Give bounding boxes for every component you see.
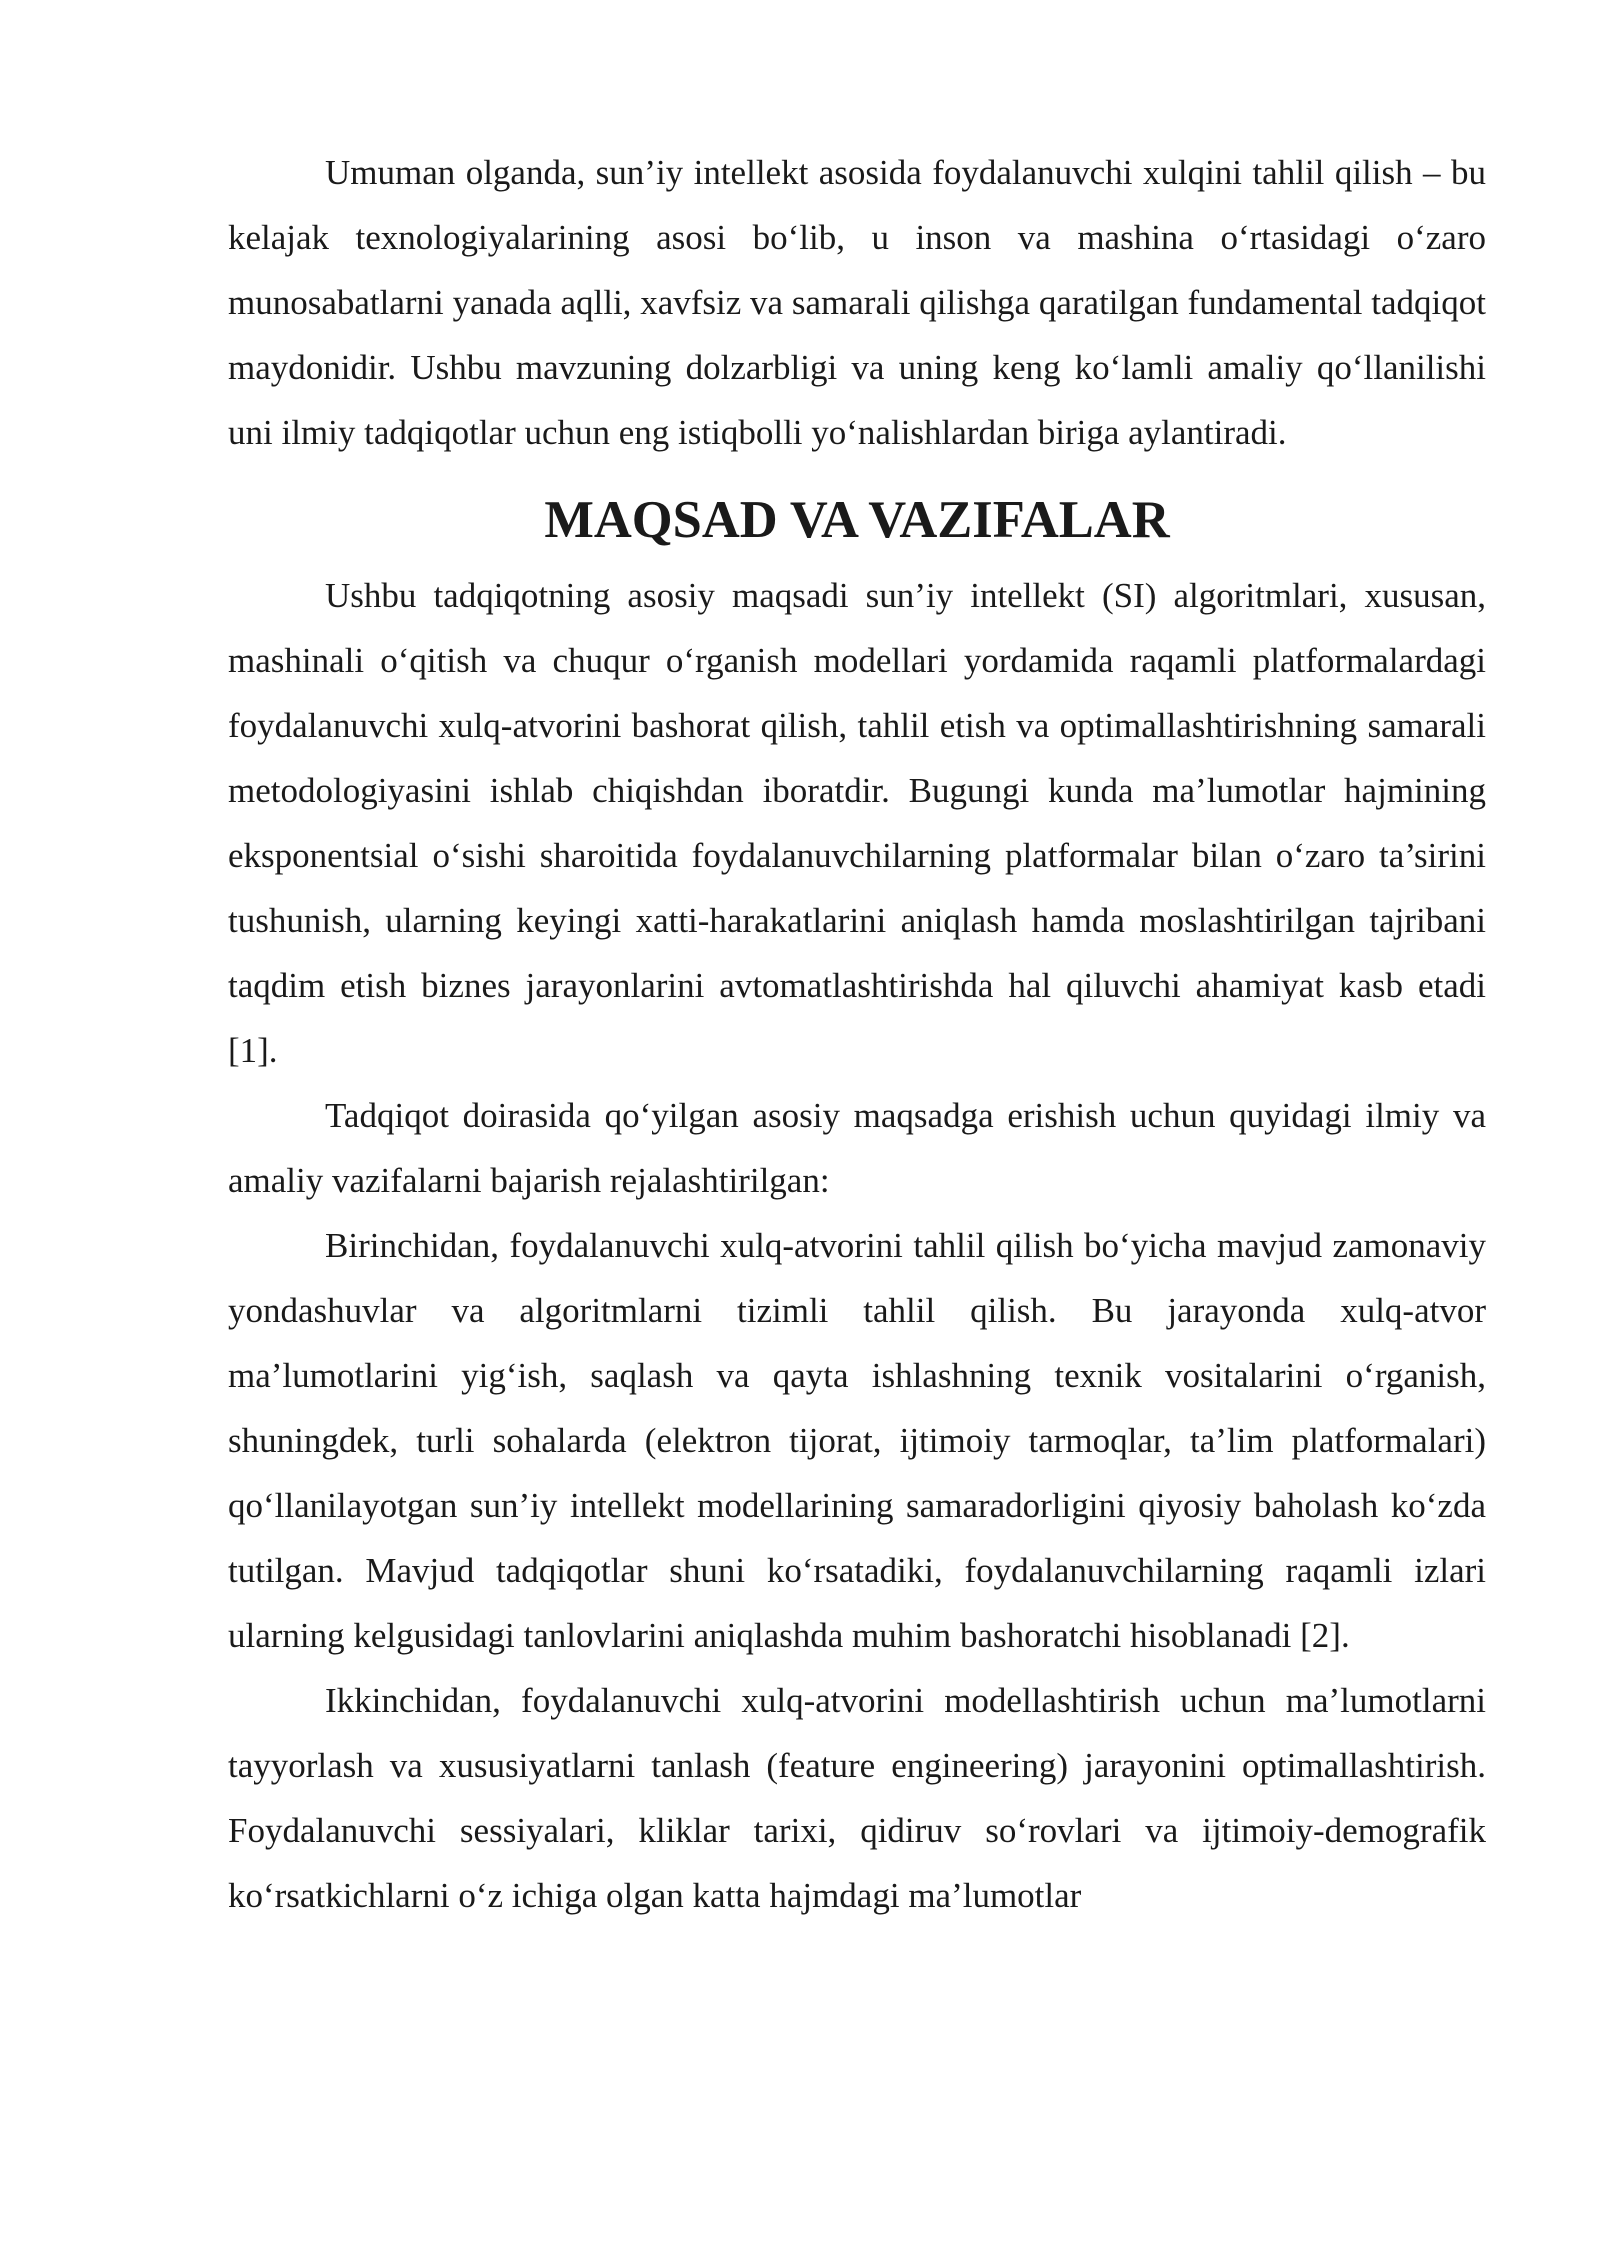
body-paragraph-second-task: Ikkinchidan, foydalanuvchi xulq-atvorini modellashtirish uchun ma’lumotlarni tayyorlash va xususiyatlarni tanlash (feature engineering) jarayonini optimallashtirish. Foydalanuvchi sessiyalari, kliklar tarixi, qidiruv so‘rovlari va ijtimoiy-demografik ko‘rsatkichlarni o‘z ichiga olgan katta hajmdagi ma’lumotlar [228, 1681, 1486, 1915]
document-page [228, 140, 1486, 1928]
body-paragraph-goal: Ushbu tadqiqotning asosiy maqsadi sun’iy intellekt (SI) algoritmlari, xususan, mashinali o‘qitish va chuqur o‘rganish modellari yordamida raqamli platformalardagi foydalanuvchi xulq-atvorini bashorat qilish, tahlil etish va optimallashtirishning samarali metodologiyasini ishlab chiqishdan iboratdir. Bugungi kunda ma’lumotlar hajmining eksponentsial o‘sishi sharoitida foydalanuvchilarning platformalar bilan o‘zaro ta’sirini tushunish, ularning keyingi xatti-harakatlarini aniqlash hamda moslashtirilgan tajribani taqdim etish biznes jarayonlarini avtomatlashtirishda hal qiluvchi ahamiyat kasb etadi [1]. [228, 576, 1486, 1070]
section-heading: MAQSAD VA VAZIFALAR [544, 491, 1170, 549]
body-paragraph-first-task: Birinchidan, foydalanuvchi xulq-atvorini tahlil qilish bo‘yicha mavjud zamonaviy yondashuvlar va algoritmlarni tizimli tahlil qilish. Bu jarayonda xulq-atvor ma’lumotlarini yig‘ish, saqlash va qayta ishlashning texnik vositalarini o‘rganish, shuningdek, turli sohalarda (elektron tijorat, ijtimoiy tarmoqlar, ta’lim platformalari) qo‘llanilayotgan sun’iy intellekt modellarining samaradorligini qiyosiy baholash ko‘zda tutilgan. Mavjud tadqiqotlar shuni ko‘rsatadiki, foydalanuvchilarning raqamli izlari ularning kelgusidagi tanlovlarini aniqlashda muhim bashoratchi hisoblanadi [2]. [228, 1226, 1486, 1655]
intro-paragraph: Umuman olganda, sun’iy intellekt asosida foydalanuvchi xulqini tahlil qilish – bu kelajak texnologiyalarining asosi bo‘lib, u inson va mashina o‘rtasidagi o‘zaro munosabatlarni yanada aqlli, xavfsiz va samarali qilishga qaratilgan fundamental tadqiqot maydonidir. Ushbu mavzuning dolzarbligi va uning keng ko‘lamli amaliy qo‘llanilishi uni ilmiy tadqiqotlar uchun eng istiqbolli yo‘nalishlardan biriga aylantiradi. [228, 153, 1486, 452]
body-paragraph-tasks-intro: Tadqiqot doirasida qo‘yilgan asosiy maqsadga erishish uchun quyidagi ilmiy va amaliy vazifalarni bajarish rejalashtirilgan: [228, 1096, 1486, 1200]
